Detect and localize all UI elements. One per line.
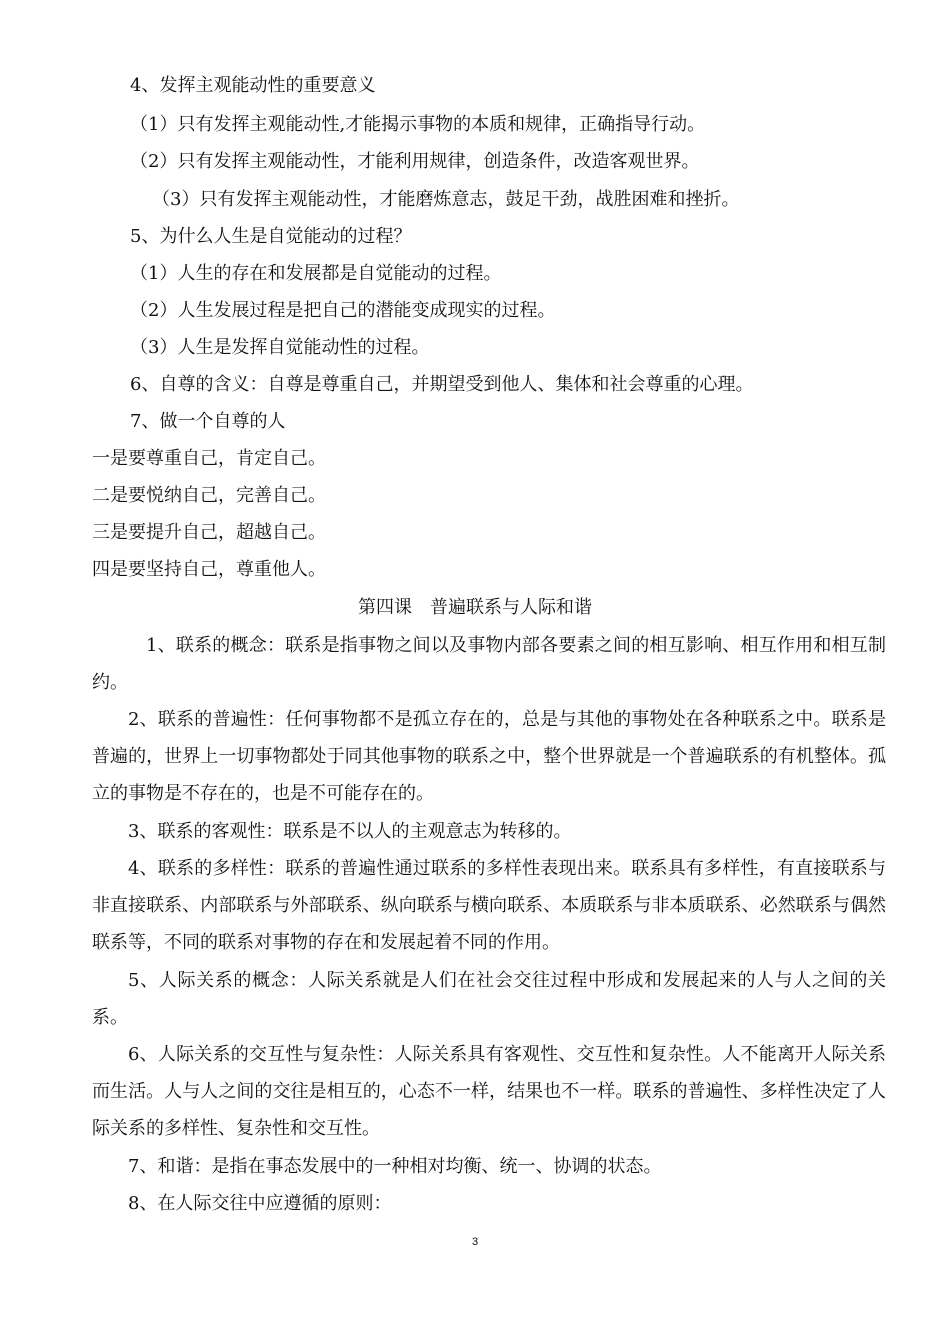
- paragraph-8: 8、在人际交往中应遵循的原则：: [128, 1193, 392, 1214]
- heading-q7: 7、做一个自尊的人: [130, 411, 286, 432]
- paragraph-4: 4、联系的多样性：联系的普遍性通过联系的多样性表现出来。联系具有多样性，有直接联系与非直接联系、内部联系与外部联系、纵向联系与横向联系、本质联系与非本质联系、必然联系与偶然联系等，不同的联系对事物的存在和发展起着不同的作用。: [92, 858, 886, 953]
- list-item-q7-1: 一是要尊重自己，肯定自己。: [92, 448, 326, 469]
- list-item-q7-3: 三是要提升自己，超越自己。: [92, 522, 326, 543]
- paragraph-7: 7、和谐：是指在事态发展中的一种相对均衡、统一、协调的状态。: [128, 1156, 662, 1177]
- paragraph-5: 5、人际关系的概念：人际关系就是人们在社会交往过程中形成和发展起来的人与人之间的关系。: [92, 970, 886, 1028]
- paragraph-6: 6、人际关系的交互性与复杂性：人际关系具有客观性、交互性和复杂性。人不能离开人际关系而生活。人与人之间的交往是相互的，心态不一样，结果也不一样。联系的普遍性、多样性决定了人际关系的多样性、复杂性和交互性。: [92, 1044, 886, 1139]
- paragraph-q6: 6、自尊的含义：自尊是尊重自己，并期望受到他人、集体和社会尊重的心理。: [130, 374, 754, 395]
- list-item-q7-4: 四是要坚持自己，尊重他人。: [92, 559, 326, 580]
- list-item-q4-1: （1）只有发挥主观能动性,才能揭示事物的本质和规律，正确指导行动。: [130, 114, 706, 135]
- list-item-q5-3: （3）人生是发挥自觉能动性的过程。: [130, 337, 430, 358]
- heading-q5: 5、为什么人生是自觉能动的过程？: [130, 226, 412, 247]
- paragraph-3: 3、联系的客观性：联系是不以人的主观意志为转移的。: [128, 821, 572, 842]
- page-number: 3: [471, 1236, 479, 1248]
- paragraph-1: 1、联系的概念：联系是指事物之间以及事物内部各要素之间的相互影响、相互作用和相互制约。: [92, 635, 886, 693]
- list-item-q5-2: （2）人生发展过程是把自己的潜能变成现实的过程。: [130, 300, 556, 321]
- heading-q4: 4、发挥主观能动性的重要意义: [130, 75, 376, 96]
- list-item-q4-3: （3）只有发挥主观能动性，才能磨炼意志，鼓足干劲，战胜困难和挫折。: [152, 189, 740, 210]
- paragraph-2: 2、联系的普遍性：任何事物都不是孤立存在的，总是与其他的事物处在各种联系之中。联系是普遍的，世界上一切事物都处于同其他事物的联系之中，整个世界就是一个普遍联系的有机整体。孤立的事物是不存在的，也是不可能存在的。: [92, 709, 886, 804]
- lesson-title: 第四课 普遍联系与人际和谐: [358, 597, 592, 618]
- list-item-q4-2: （2）只有发挥主观能动性，才能利用规律，创造条件，改造客观世界。: [130, 151, 700, 172]
- list-item-q7-2: 二是要悦纳自己，完善自己。: [92, 485, 326, 506]
- list-item-q5-1: （1）人生的存在和发展都是自觉能动的过程。: [130, 263, 502, 284]
